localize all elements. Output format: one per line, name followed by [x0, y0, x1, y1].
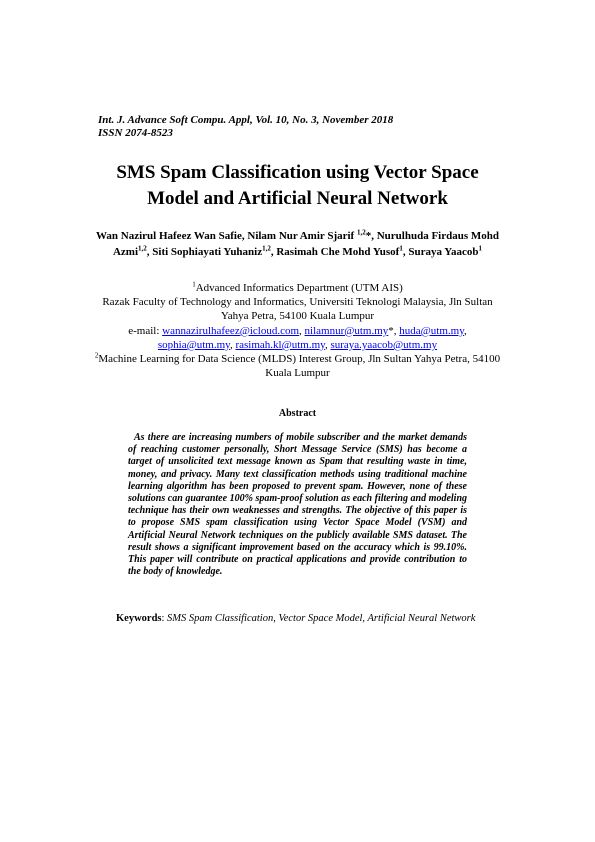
author-separator: ,: [270, 246, 277, 258]
email-link[interactable]: sophia@utm.my: [157, 338, 230, 351]
keywords: [98, 612, 497, 625]
author-name: Wan Nazirul Hafeez Wan Safie: [96, 230, 242, 242]
email-separator: ,: [299, 324, 305, 337]
author-name: Nilam Nur Amir Sjarif: [247, 230, 357, 242]
email-link[interactable]: rasimah.kl@utm.my: [235, 338, 325, 351]
author-name: Suraya Yaacob: [408, 246, 479, 258]
author-separator: ,: [402, 246, 409, 258]
abstract-body: As there are increasing numbers of mobile subscriber and the market demands of reaching customer personally, Short Message Service (SMS) has become a target of unsolicited text message known as Spam that resulting waste in time, money, and privacy. Many text classification methods using traditional machine learning algorithm has been proposed to prevent spam. However, none of these solutions can guarantee 100% spam-proof solution as each filtering and modeling technique has their own weaknesses and strengths. The objective of this paper is to propose SMS spam classification using Vector Space Model (VSM) and Artificial Neural Network techniques on the publicly available SMS dataset. The result shows a significant improvement based on the accuracy which is 99.10%. This paper will contribute on practical applications and provide contribution to the body of knowledge.: [128, 432, 467, 578]
journal-citation: Int. J. Advance Soft Compu. Appl, Vol. 10, No. 3, November 2018: [98, 114, 394, 126]
affiliation-1-department: Advanced Informatics Department (UTM AIS): [195, 282, 403, 294]
email-separator: ,: [324, 338, 331, 351]
affiliation-2-sup: 2: [94, 351, 99, 360]
keywords-text: SMS Spam Classification, Vector Space Model, Artificial Neural Network: [167, 613, 476, 624]
author-separator: ,: [146, 246, 153, 258]
keywords-colon: :: [161, 613, 168, 624]
journal-header: [98, 114, 393, 140]
affiliation-1-address: Razak Faculty of Technology and Informatics, Universiti Teknologi Malaysia, Jln Sultan Yahya Petra, 54100 Kuala Lumpur: [102, 296, 493, 323]
keywords-label: Keywords: [116, 613, 162, 624]
email-link[interactable]: huda@utm.my: [399, 324, 464, 337]
email-separator: ,: [229, 338, 236, 351]
email-list: [90, 324, 505, 352]
email-link[interactable]: suraya.yaacob@utm.my: [330, 338, 438, 351]
author-separator: ,: [241, 230, 248, 242]
email-label: e-mail:: [128, 324, 163, 337]
author-separator: *,: [365, 230, 377, 242]
author-name: Nurulhuda Firdaus Mohd Azmi: [112, 230, 499, 258]
affiliation-1-sup: 1: [192, 280, 196, 289]
paper-title-line-1: SMS Spam Classification using Vector Space: [116, 162, 479, 183]
email-link[interactable]: wannazirulhafeez@icloud.com: [162, 324, 300, 337]
email-separator: ,: [464, 324, 467, 337]
email-separator: *,: [388, 324, 400, 337]
author-affil-sup: 1,2: [356, 228, 366, 237]
author-affil-sup: 1,2: [262, 244, 271, 253]
affiliation-2-text: Machine Learning for Data Science (MLDS) Interest Group, Jln Sultan Yahya Petra, 54100 Kuala Lumpur: [98, 353, 501, 380]
journal-issn: ISSN 2074-8523: [98, 127, 173, 139]
paper-title: [80, 160, 515, 212]
author-name: Rasimah Che Mohd Yusof: [276, 246, 400, 258]
author-list: [92, 228, 503, 260]
author-name: Siti Sophiayati Yuhaniz: [152, 246, 263, 258]
abstract-heading: Abstract: [278, 408, 317, 419]
author-affil-sup: 1: [399, 244, 403, 253]
affiliations: [90, 281, 505, 380]
affiliation-2: [90, 352, 505, 380]
author-affil-sup: 1: [478, 244, 483, 253]
affiliation-1: [90, 281, 505, 295]
author-affil-sup: 1,2: [138, 244, 147, 253]
paper-title-line-2: Model and Artificial Neural Network: [147, 188, 448, 209]
email-link[interactable]: nilamnur@utm.my: [304, 324, 389, 337]
